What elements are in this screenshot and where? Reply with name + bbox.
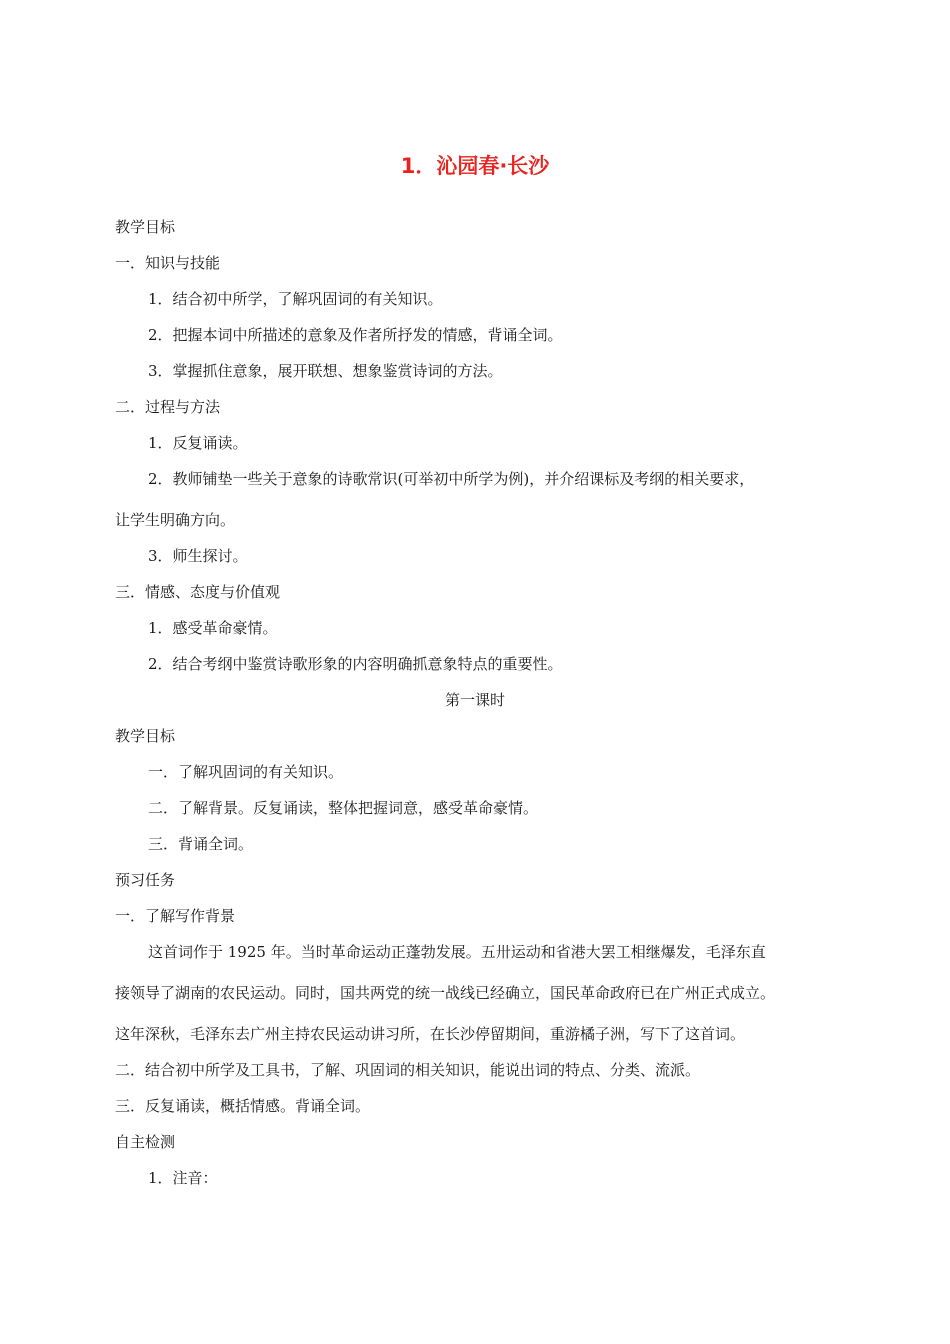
text-line: 二．了解背景。反复诵读，整体把握词意，感受革命豪情。 [148,799,539,817]
text-line: 三．背诵全词。 [148,835,254,853]
text-line: 接领导了湖南的农民运动。同时，国共两党的统一战线已经确立，国民革命政府已在广州正式成立。 [115,984,776,1002]
text-line: 1．注音： [148,1169,218,1187]
text-line: 2．教师铺垫一些关于意象的诗歌常识(可举初中所学为例)，并介绍课标及考纲的相关要求， [148,470,755,488]
text-line: 教学目标 [115,727,176,745]
text-line: 自主检测 [115,1133,176,1151]
text-line: 1．感受革命豪情。 [148,619,278,637]
text-line: 预习任务 [115,871,176,889]
text-line: 三．情感、态度与价值观 [115,583,281,601]
text-line: 2．结合考纲中鉴赏诗歌形象的内容明确抓意象特点的重要性。 [148,655,563,673]
text-line: 1．结合初中所学，了解巩固词的有关知识。 [148,290,443,308]
text-line: 三．反复诵读，概括情感。背诵全词。 [115,1097,371,1115]
text-line: 2．把握本词中所描述的意象及作者所抒发的情感，背诵全词。 [148,326,563,344]
text-line: 3．师生探讨。 [148,547,248,565]
text-line: 这首词作于 1925 年。当时革命运动正蓬勃发展。五卅运动和省港大罢工相继爆发，毛泽东直 [148,943,766,961]
text-line: 教学目标 [115,218,176,236]
text-line: 二．过程与方法 [115,398,221,416]
text-line: 第一课时 [444,691,505,709]
text-line: 一．了解巩固词的有关知识。 [148,763,344,781]
text-line: 让学生明确方向。 [115,511,236,529]
text-line: 3．掌握抓住意象，展开联想、想象鉴赏诗词的方法。 [148,362,503,380]
text-line: 1．反复诵读。 [148,434,248,452]
text-line: 二．结合初中所学及工具书，了解、巩固词的相关知识，能说出词的特点、分类、流派。 [115,1061,701,1079]
text-line: 一．知识与技能 [115,254,221,272]
text-line: 一．了解写作背景 [115,907,236,925]
document-title: 1．沁园春·长沙 [400,154,550,178]
text-line: 这年深秋，毛泽东去广州主持农民运动讲习所，在长沙停留期间，重游橘子洲，写下了这首词。 [115,1025,746,1043]
